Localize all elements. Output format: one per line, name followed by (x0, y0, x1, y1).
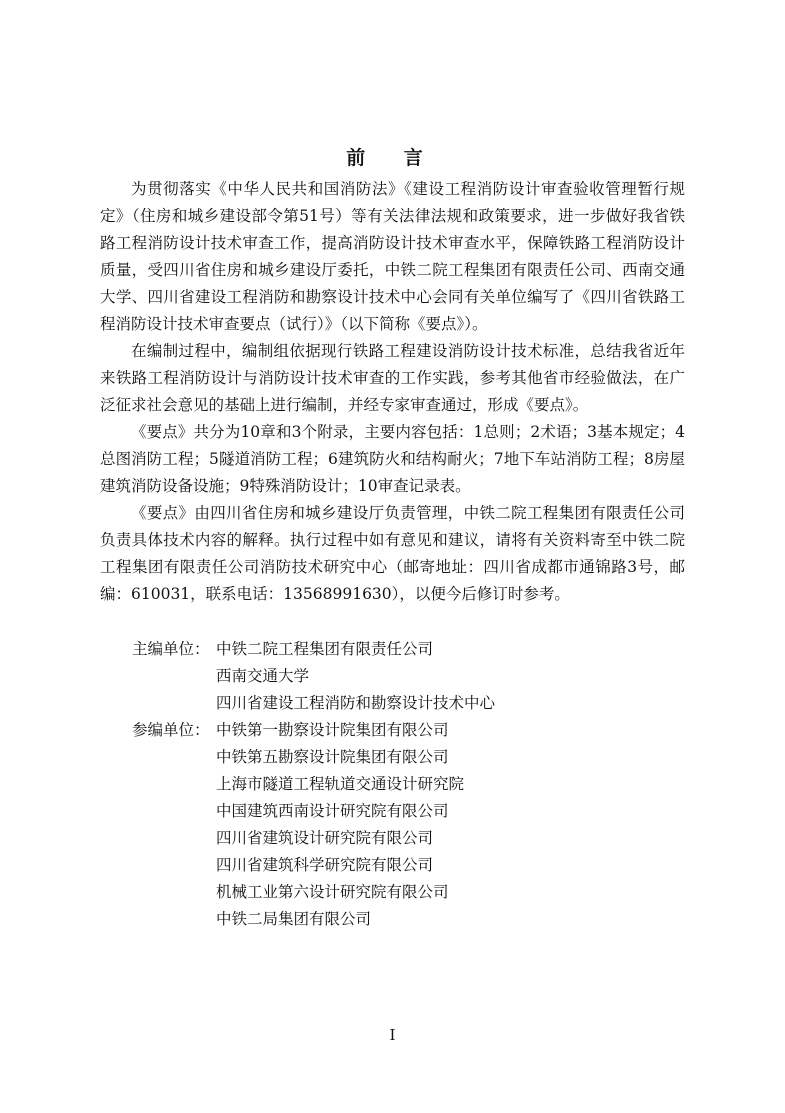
participating-units-label: 参编单位： (132, 721, 210, 739)
participating-unit-name: 机械工业第六设计研究院有限公司 (216, 883, 449, 901)
participating-unit-row (132, 744, 495, 771)
preface-paragraph-2: 在编制过程中，编制组依据现行铁路工程建设消防设计技术标准，总结我省近年来铁路工程消防设计与消防设计技术审查的工作实践，参考其他省市经验做法，在广泛征求社会意见的基础上进行编制，并经专家审查通过，形成《要点》。 (100, 342, 685, 414)
chief-unit-name: 四川省建设工程消防和勘察设计技术中心 (216, 694, 496, 712)
preface-paragraph-1: 为贯彻落实《中华人民共和国消防法》《建设工程消防设计审查验收管理暂行规定》（住房和城乡建设部令第51号）等有关法律法规和政策要求，进一步做好我省铁路工程消防设计技术审查工作，提高消防设计技术审查水平，保障铁路工程消防设计质量，受四川省住房和城乡建设厅委托，中铁二院工程集团有限责任公司、西南交通大学、四川省建设工程消防和勘察设计技术中心会同有关单位编写了《四川省铁路工程消防设计技术审查要点（试行）》（以下简称《要点》）。 (100, 180, 685, 333)
participating-unit-row (132, 771, 495, 798)
participating-unit-name: 中铁第五勘察设计院集团有限公司 (216, 748, 449, 766)
participating-unit-name: 中国建筑西南设计研究院有限公司 (216, 802, 449, 820)
participating-unit-name: 四川省建筑设计研究院有限公司 (216, 829, 434, 847)
participating-unit-row (132, 825, 495, 852)
preface-paragraph-4: 《要点》由四川省住房和城乡建设厅负责管理，中铁二院工程集团有限责任公司负责具体技术内容的解释。执行过程中如有意见和建议，请将有关资料寄至中铁二院工程集团有限责任公司消防技术研究中心（邮寄地址：四川省成都市通锦路3号，邮编：610031，联系电话：13568991630），以便今后修订时参考。 (100, 504, 685, 603)
participating-unit-row (132, 879, 495, 906)
chief-unit-row (132, 663, 495, 690)
participating-unit-name: 上海市隧道工程轨道交通设计研究院 (216, 775, 465, 793)
chief-unit-name: 西南交通大学 (216, 667, 310, 685)
chief-unit-row (132, 690, 495, 717)
chief-units-label: 主编单位： (132, 640, 210, 658)
participating-unit-row (132, 798, 495, 825)
preface-title: 前 言 (346, 147, 439, 169)
participating-unit-name: 中铁二局集团有限公司 (216, 910, 372, 928)
participating-unit-row (132, 717, 495, 744)
participating-unit-row (132, 906, 495, 933)
participating-unit-row (132, 852, 495, 879)
units-list (132, 636, 495, 933)
participating-unit-name: 四川省建筑科学研究院有限公司 (216, 856, 434, 874)
chief-unit-row (132, 636, 495, 663)
chief-unit-name: 中铁二院工程集团有限责任公司 (216, 640, 434, 658)
page-number: I (389, 1026, 396, 1044)
participating-unit-name: 中铁第一勘察设计院集团有限公司 (216, 721, 449, 739)
preface-paragraph-3: 《要点》共分为10章和3个附录，主要内容包括：1总则；2术语；3基本规定；4总图消防工程；5隧道消防工程；6建筑防火和结构耐火；7地下车站消防工程；8房屋建筑消防设备设施；9特殊消防设计；10审查记录表。 (100, 423, 685, 495)
